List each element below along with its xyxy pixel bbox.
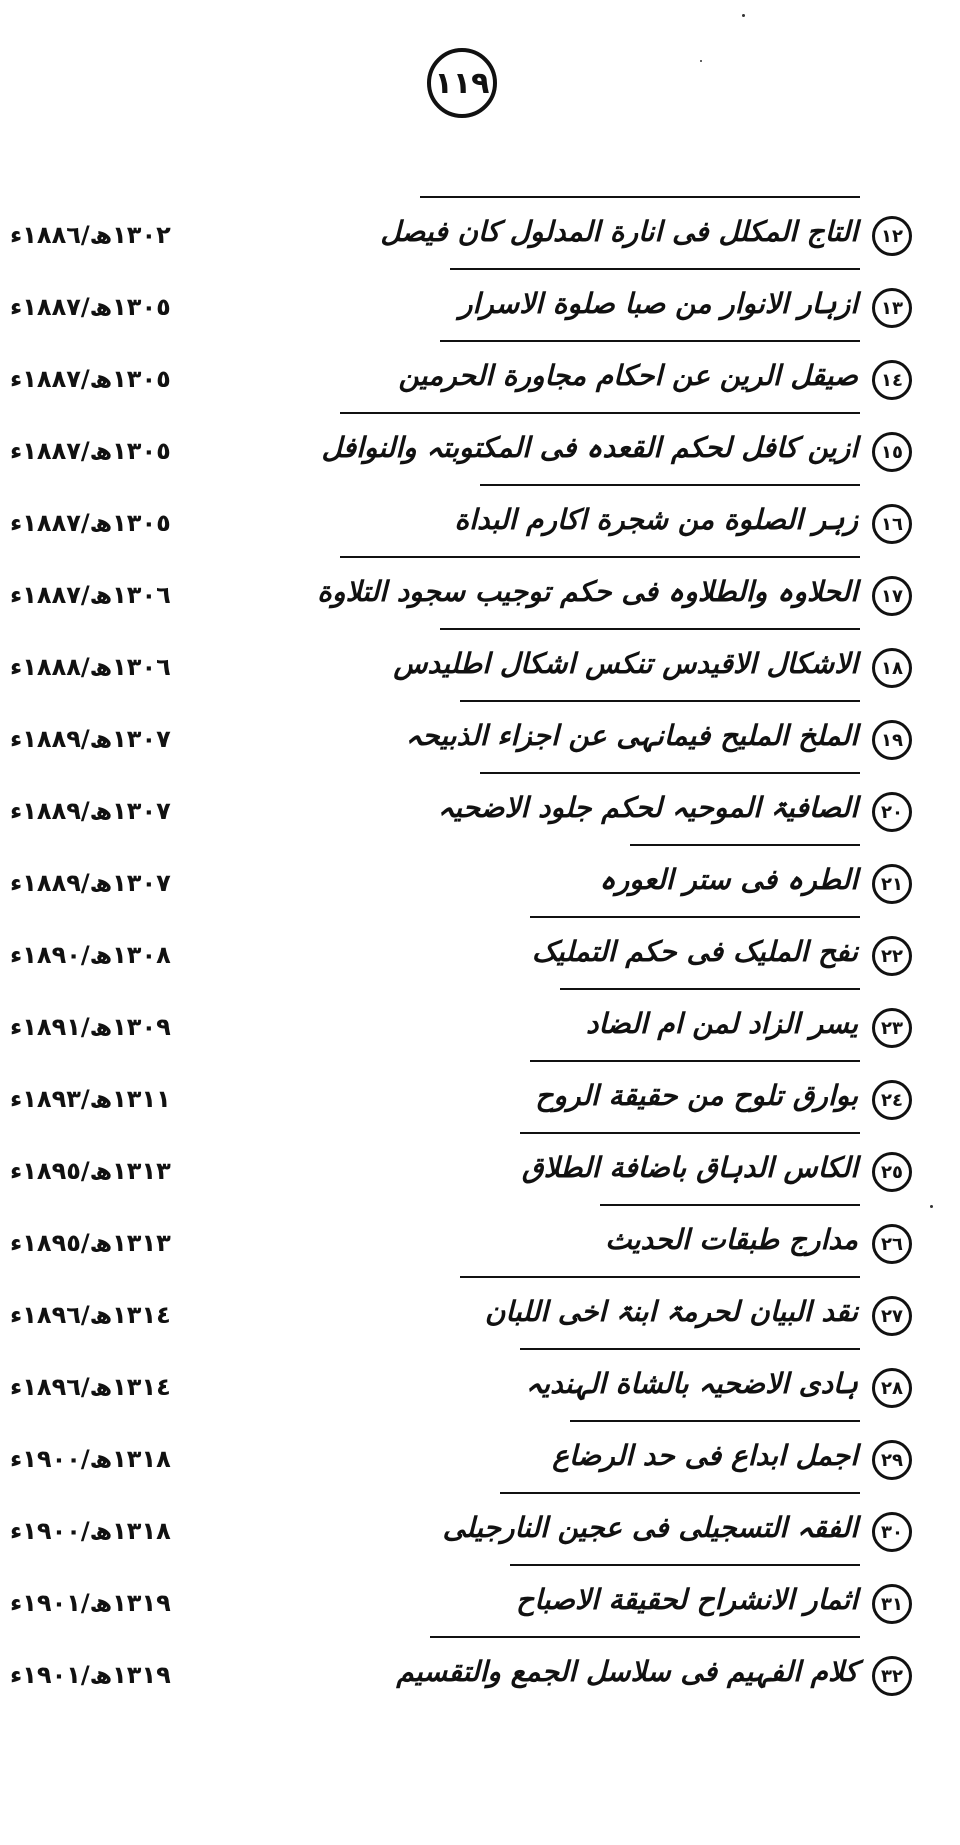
entry-title: الحلاوہ والطلاوہ فی حکم توجیب سجود التلاوة: [317, 575, 858, 608]
list-item: [0, 700, 960, 772]
entry-date: ١٣٠٢ھ/١٨٨٦ء: [10, 221, 171, 249]
title-overline: [600, 1204, 860, 1206]
entry-date: ١٣٠٦ھ/١٨٨٧ء: [10, 581, 171, 609]
entry-date: ١٣١٩ھ/١٩٠١ء: [10, 1661, 171, 1689]
list-item: [0, 1276, 960, 1348]
entry-number-badge: ٢٨: [872, 1368, 912, 1408]
title-overline: [560, 988, 860, 990]
list-item: [0, 1204, 960, 1276]
list-item: [0, 1636, 960, 1708]
list-item: [0, 268, 960, 340]
title-overline: [510, 1564, 860, 1566]
entry-number-badge: ٢٧: [872, 1296, 912, 1336]
title-overline: [450, 268, 860, 270]
entry-number-badge: ٣٢: [872, 1656, 912, 1696]
entry-number-badge: ١٧: [872, 576, 912, 616]
entry-date: ١٣٠٩ھ/١٨٩١ء: [10, 1013, 171, 1041]
entry-title: بوارق تلوح من حقیقة الروح: [535, 1079, 858, 1112]
entry-title: یسر الزاد لمن ام الضاد: [586, 1007, 858, 1040]
title-overline: [480, 772, 860, 774]
entry-date: ١٣١٤ھ/١٨٩٦ء: [10, 1301, 171, 1329]
scan-speck: [742, 14, 745, 17]
list-item: [0, 988, 960, 1060]
list-item: [0, 916, 960, 988]
entry-number-badge: ١٨: [872, 648, 912, 688]
entry-date: ١٣١٨ھ/١٩٠٠ء: [10, 1445, 171, 1473]
entry-list: [0, 196, 960, 1708]
entry-title: ہادی الاضحیہ بالشاة الہندیہ: [525, 1367, 858, 1400]
entry-date: ١٣٠٥ھ/١٨٨٧ء: [10, 365, 171, 393]
entry-title: صیقل الرین عن احکام مجاورة الحرمین: [398, 359, 858, 392]
entry-date: ١٣٠٥ھ/١٨٨٧ء: [10, 437, 171, 465]
title-overline: [430, 1636, 860, 1638]
entry-date: ١٣١١ھ/١٨٩٣ء: [10, 1085, 171, 1113]
title-overline: [530, 1060, 860, 1062]
entry-date: ١٣١٣ھ/١٨٩٥ء: [10, 1229, 171, 1257]
list-item: [0, 1060, 960, 1132]
entry-title: زہر الصلوة من شجرة اکارم البداة: [454, 503, 858, 536]
entry-title: التاج المکلل فی انارة المدلول کان فیصل: [380, 215, 858, 248]
entry-number-badge: ١٣: [872, 288, 912, 328]
entry-title: الفقہ التسجیلی فی عجین النارجیلی: [442, 1511, 858, 1544]
list-item: [0, 556, 960, 628]
title-overline: [520, 1132, 860, 1134]
entry-title: اجمل ابداع فی حد الرضاع: [552, 1439, 858, 1472]
entry-date: ١٣٠٥ھ/١٨٨٧ء: [10, 293, 171, 321]
entry-title: الاشکال الاقیدس تنکس اشکال اطلیدس: [393, 647, 858, 680]
entry-number-badge: ٢٢: [872, 936, 912, 976]
title-overline: [500, 1492, 860, 1494]
entry-date: ١٣١٩ھ/١٩٠١ء: [10, 1589, 171, 1617]
entry-date: ١٣٠٧ھ/١٨٨٩ء: [10, 869, 171, 897]
title-overline: [440, 628, 860, 630]
entry-title: ازہار الانوار من صبا صلوة الاسرار: [458, 287, 858, 320]
list-item: [0, 1132, 960, 1204]
entry-number-badge: ١٩: [872, 720, 912, 760]
entry-title: الصافیۃ الموحیہ لحکم جلود الاضحیہ: [437, 791, 858, 824]
entry-title: نفح الملیک فی حکم التملیک: [531, 935, 858, 968]
list-item: [0, 412, 960, 484]
title-overline: [440, 340, 860, 342]
list-item: [0, 196, 960, 268]
list-item: [0, 340, 960, 412]
entry-number-badge: ٢٤: [872, 1080, 912, 1120]
entry-date: ١٣٠٧ھ/١٨٨٩ء: [10, 725, 171, 753]
entry-title: نقد البیان لحرمۃ ابنۃ اخی اللبان: [484, 1295, 858, 1328]
entry-number-badge: ٢٥: [872, 1152, 912, 1192]
entry-number-badge: ٢٣: [872, 1008, 912, 1048]
list-item: [0, 844, 960, 916]
title-overline: [480, 484, 860, 486]
page-number: ١١٩: [427, 48, 497, 118]
entry-title: الکاس الدہاق باضافة الطلاق: [521, 1151, 858, 1184]
title-overline: [630, 844, 860, 846]
entry-date: ١٣١٣ھ/١٨٩٥ء: [10, 1157, 171, 1185]
entry-number-badge: ٢٠: [872, 792, 912, 832]
title-overline: [570, 1420, 860, 1422]
title-overline: [420, 196, 860, 198]
entry-date: ١٣٠٦ھ/١٨٨٨ء: [10, 653, 171, 681]
title-overline: [340, 556, 860, 558]
entry-title: کلام الفہیم فی سلاسل الجمع والتقسیم: [396, 1655, 858, 1688]
list-item: [0, 484, 960, 556]
entry-title: اثمار الانشراح لحقیقة الاصباح: [516, 1583, 858, 1616]
list-item: [0, 1420, 960, 1492]
entry-number-badge: ٢٩: [872, 1440, 912, 1480]
entry-date: ١٣٠٥ھ/١٨٨٧ء: [10, 509, 171, 537]
entry-number-badge: ١٢: [872, 216, 912, 256]
entry-date: ١٣١٨ھ/١٩٠٠ء: [10, 1517, 171, 1545]
entry-number-badge: ٣٠: [872, 1512, 912, 1552]
scan-speck: [700, 60, 702, 62]
list-item: [0, 1564, 960, 1636]
title-overline: [530, 916, 860, 918]
entry-number-badge: ١٥: [872, 432, 912, 472]
list-item: [0, 772, 960, 844]
title-overline: [340, 412, 860, 414]
title-overline: [460, 700, 860, 702]
list-item: [0, 1492, 960, 1564]
entry-title: ازین کافل لحکم القعدہ فی المکتوبتہ والنوافل: [321, 431, 858, 464]
entry-number-badge: ١٦: [872, 504, 912, 544]
entry-number-badge: ٣١: [872, 1584, 912, 1624]
title-overline: [520, 1348, 860, 1350]
entry-number-badge: ٢٦: [872, 1224, 912, 1264]
entry-title: الطرہ فی ستر العورہ: [599, 863, 858, 896]
entry-title: مدارج طبقات الحدیث: [605, 1223, 858, 1256]
list-item: [0, 1348, 960, 1420]
title-overline: [460, 1276, 860, 1278]
entry-date: ١٣٠٧ھ/١٨٨٩ء: [10, 797, 171, 825]
entry-date: ١٣٠٨ھ/١٨٩٠ء: [10, 941, 171, 969]
list-item: [0, 628, 960, 700]
entry-number-badge: ٢١: [872, 864, 912, 904]
entry-number-badge: ١٤: [872, 360, 912, 400]
entry-title: الملخ الملیح فیمانہی عن اجزاء الذبیحہ: [405, 719, 858, 752]
entry-date: ١٣١٤ھ/١٨٩٦ء: [10, 1373, 171, 1401]
